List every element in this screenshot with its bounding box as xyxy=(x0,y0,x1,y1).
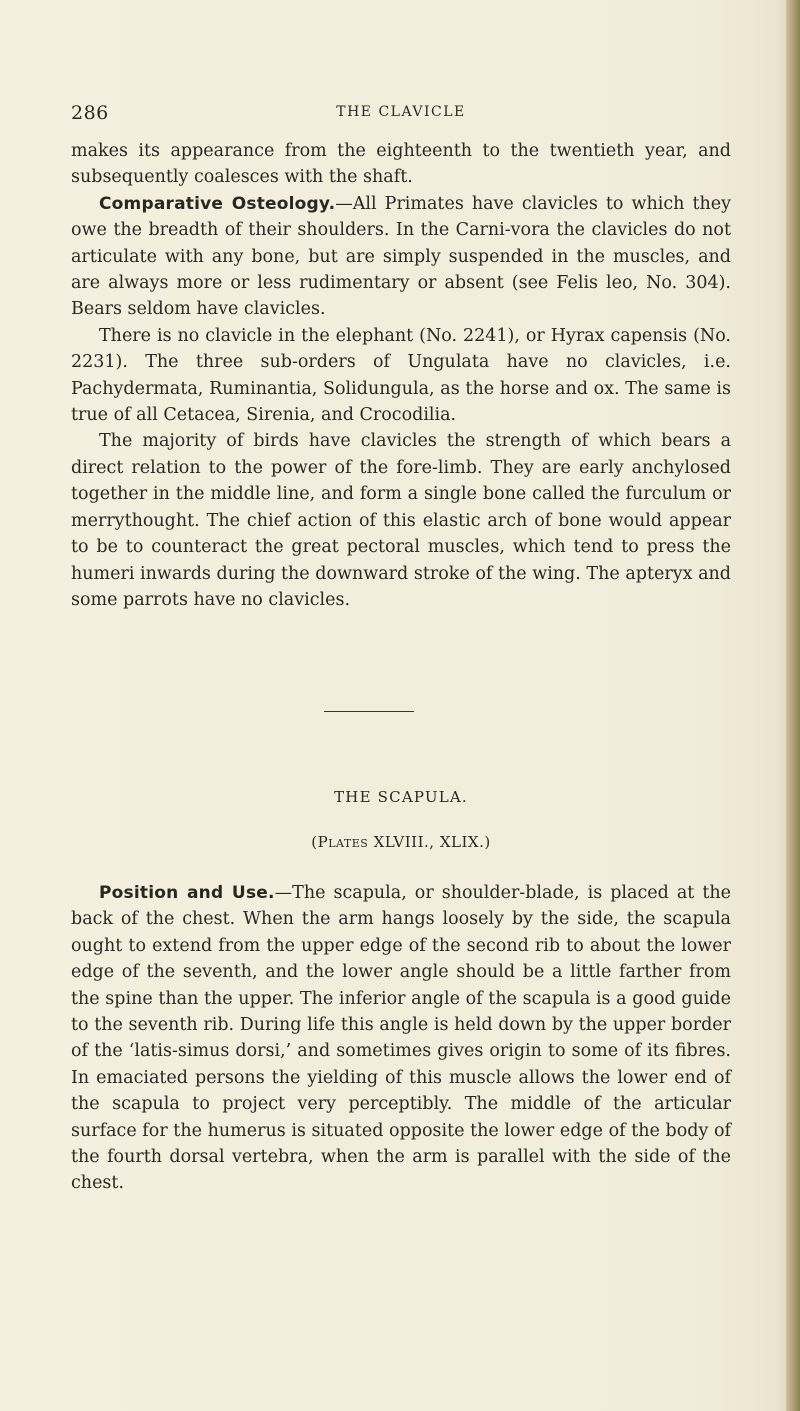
section-divider xyxy=(324,711,414,712)
scapula-section xyxy=(71,880,731,1197)
position-and-use-heading: Position and Use. xyxy=(99,883,275,903)
ungulata-paragraph: There is no clavicle in the elephant (No. 2241), or Hyrax capensis (No. 2231). The three sub-orders of Ungulata have no clavicles, i.e. Pachydermata, Ruminantia, Solidungula, as the horse and ox. The same is true of all Cetacea, Sirenia, and Crocodilia. xyxy=(71,325,731,426)
position-and-use-text: —The scapula, or shoulder-blade, is placed at the back of the chest. When the arm hangs loosely by the side, the scapula ought to extend from the upper edge of the second rib to about the lower edge of the seventh, and the lower angle should be a little farther from the spine than the upper. The inferior angle of the scapula is a good guide to the seventh rib. During life this angle is held down by the upper border of the ‘latis-simus dorsi,’ and sometimes gives origin to some of its fibres. In emaciated persons the yielding of this muscle allows the lower end of the scapula to project very perceptibly. The middle of the articular surface for the humerus is situated opposite the lower edge of the body of the fourth dorsal vertebra, when the arm is parallel with the side of the chest. xyxy=(71,883,731,1194)
plates-numbers: XLVIII., XLIX.) xyxy=(368,833,491,851)
page-edge xyxy=(786,0,800,1411)
position-and-use-paragraph xyxy=(71,880,731,1197)
running-title: THE CLAVICLE xyxy=(336,104,466,120)
plates-open-paren: ( xyxy=(311,833,318,851)
comparative-osteology-heading: Comparative Osteology. xyxy=(99,193,336,214)
section-title: THE SCAPULA. xyxy=(334,788,468,806)
comparative-osteology-paragraph xyxy=(71,191,731,323)
plates-reference xyxy=(71,833,731,851)
comparative-osteology-text: —All Primates have clavicles to which they owe the breadth of their shoulders. In the Carni-vora the clavicles do not articulate with any bone, but are simply suspended in the muscles, and are always more or less rudimentary or absent (see Felis leo, No. 304). Bears seldom have clavicles. xyxy=(71,193,732,320)
plates-word: Plates xyxy=(317,833,369,851)
intro-paragraph: makes its appearance from the eighteenth to the twentieth year, and subsequently coalesces with the shaft. xyxy=(71,141,731,188)
running-head xyxy=(71,102,731,126)
page-number: 286 xyxy=(71,102,109,124)
clavicle-section xyxy=(71,138,731,613)
birds-paragraph: The majority of birds have clavicles the strength of which bears a direct relation to the power of the fore-limb. They are early anchylosed together in the middle line, and form a single bone called the furculum or merrythought. The chief action of this elastic arch of bone would appear to be to counteract the great pectoral muscles, which tend to press the humeri inwards during the downward stroke of the wing. The apteryx and some parrots have no clavicles. xyxy=(71,431,731,610)
